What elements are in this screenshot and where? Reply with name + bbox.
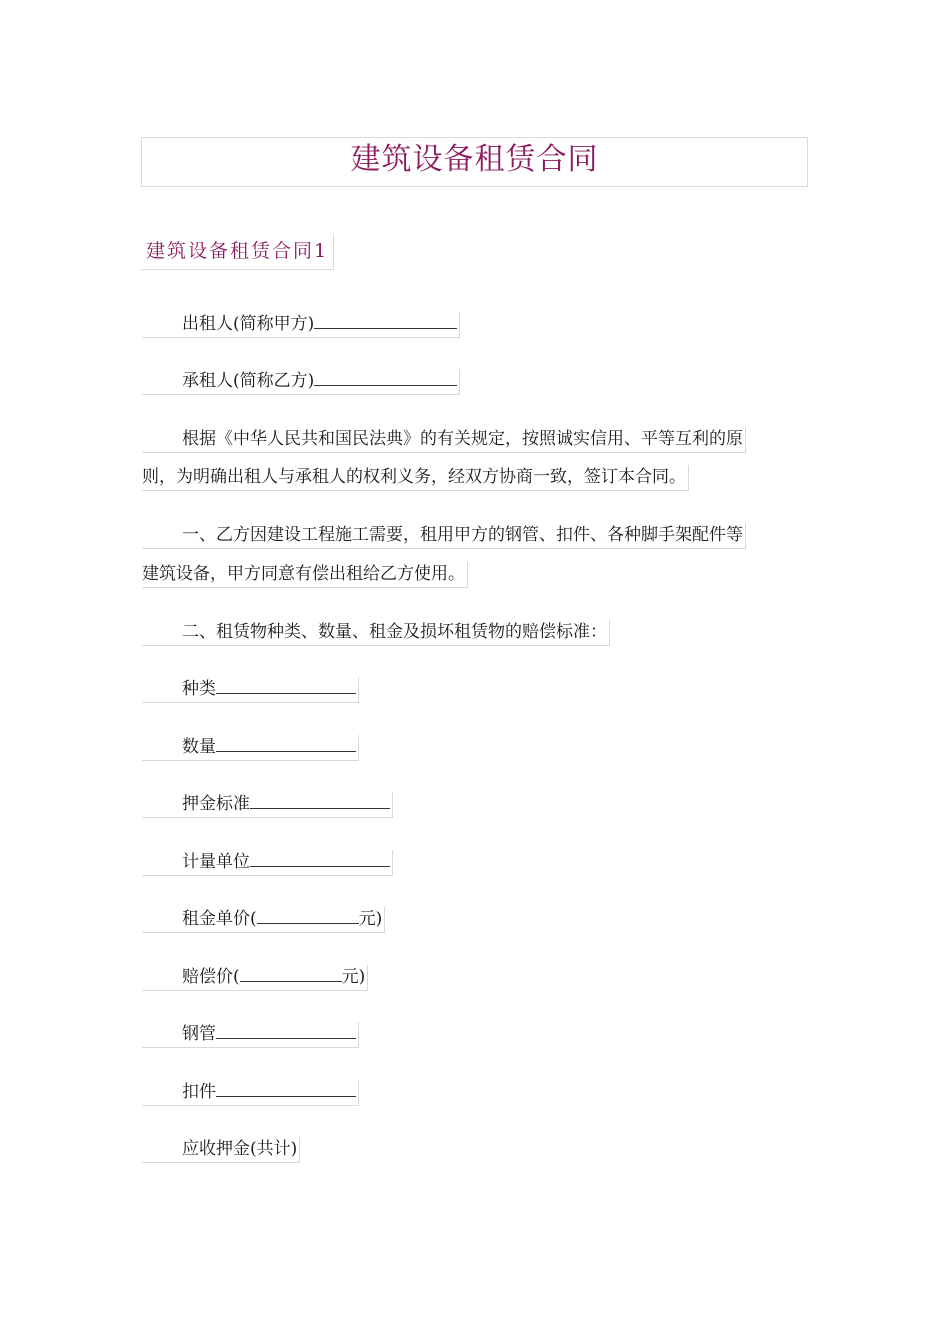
unit-blank: [250, 851, 390, 867]
paragraph-2-line-1: 一、乙方因建设工程施工需要，租用甲方的钢管、扣件、各种脚手架配件等: [142, 523, 746, 549]
steel-pipe-blank: [216, 1023, 356, 1039]
rent-price-blank: [257, 908, 359, 924]
compensation-label: 赔偿价(: [182, 967, 240, 987]
compensation-line: [142, 965, 368, 991]
deposit-total-line: 应收押金(共计): [142, 1137, 300, 1163]
lessee-line: [142, 369, 460, 395]
compensation-unit: 元): [341, 967, 366, 987]
lessor-blank: [314, 313, 457, 329]
unit-line: [142, 850, 393, 876]
rent-price-label: 租金单价(: [182, 909, 257, 929]
lessee-label: 承租人(简称乙方): [182, 371, 315, 391]
kind-label: 种类: [182, 679, 216, 699]
paragraph-3: 二、租赁物种类、数量、租金及损坏租赁物的赔偿标准：: [142, 620, 610, 646]
paragraph-1-line-2: 则，为明确出租人与承租人的权利义务，经双方协商一致，签订本合同。: [142, 465, 689, 491]
section-heading: 建筑设备租赁合同1: [141, 234, 334, 270]
fastener-line: [142, 1080, 359, 1106]
lessee-blank: [314, 370, 457, 386]
lessor-label: 出租人(简称甲方): [182, 314, 315, 334]
unit-label: 计量单位: [182, 852, 250, 872]
paragraph-1-line-1: 根据《中华人民共和国民法典》的有关规定，按照诚实信用、平等互利的原: [142, 427, 746, 453]
document-title-box: [141, 137, 808, 187]
lessor-line: [142, 312, 460, 338]
compensation-blank: [240, 966, 342, 982]
deposit-standard-label: 押金标准: [182, 794, 250, 814]
fastener-blank: [216, 1081, 356, 1097]
quantity-blank: [216, 736, 356, 752]
quantity-line: [142, 735, 359, 761]
steel-pipe-label: 钢管: [182, 1024, 216, 1044]
fastener-label: 扣件: [182, 1082, 216, 1102]
document-title: 建筑设备租赁合同: [350, 142, 599, 177]
rent-price-line: [142, 907, 385, 933]
steel-pipe-line: [142, 1022, 359, 1048]
kind-blank: [216, 678, 356, 694]
rent-price-unit: 元): [358, 909, 383, 929]
deposit-standard-blank: [250, 793, 390, 809]
kind-line: [142, 677, 359, 703]
paragraph-2-line-2: 建筑设备，甲方同意有偿出租给乙方使用。: [142, 562, 468, 588]
deposit-standard-line: [142, 792, 393, 818]
quantity-label: 数量: [182, 737, 216, 757]
